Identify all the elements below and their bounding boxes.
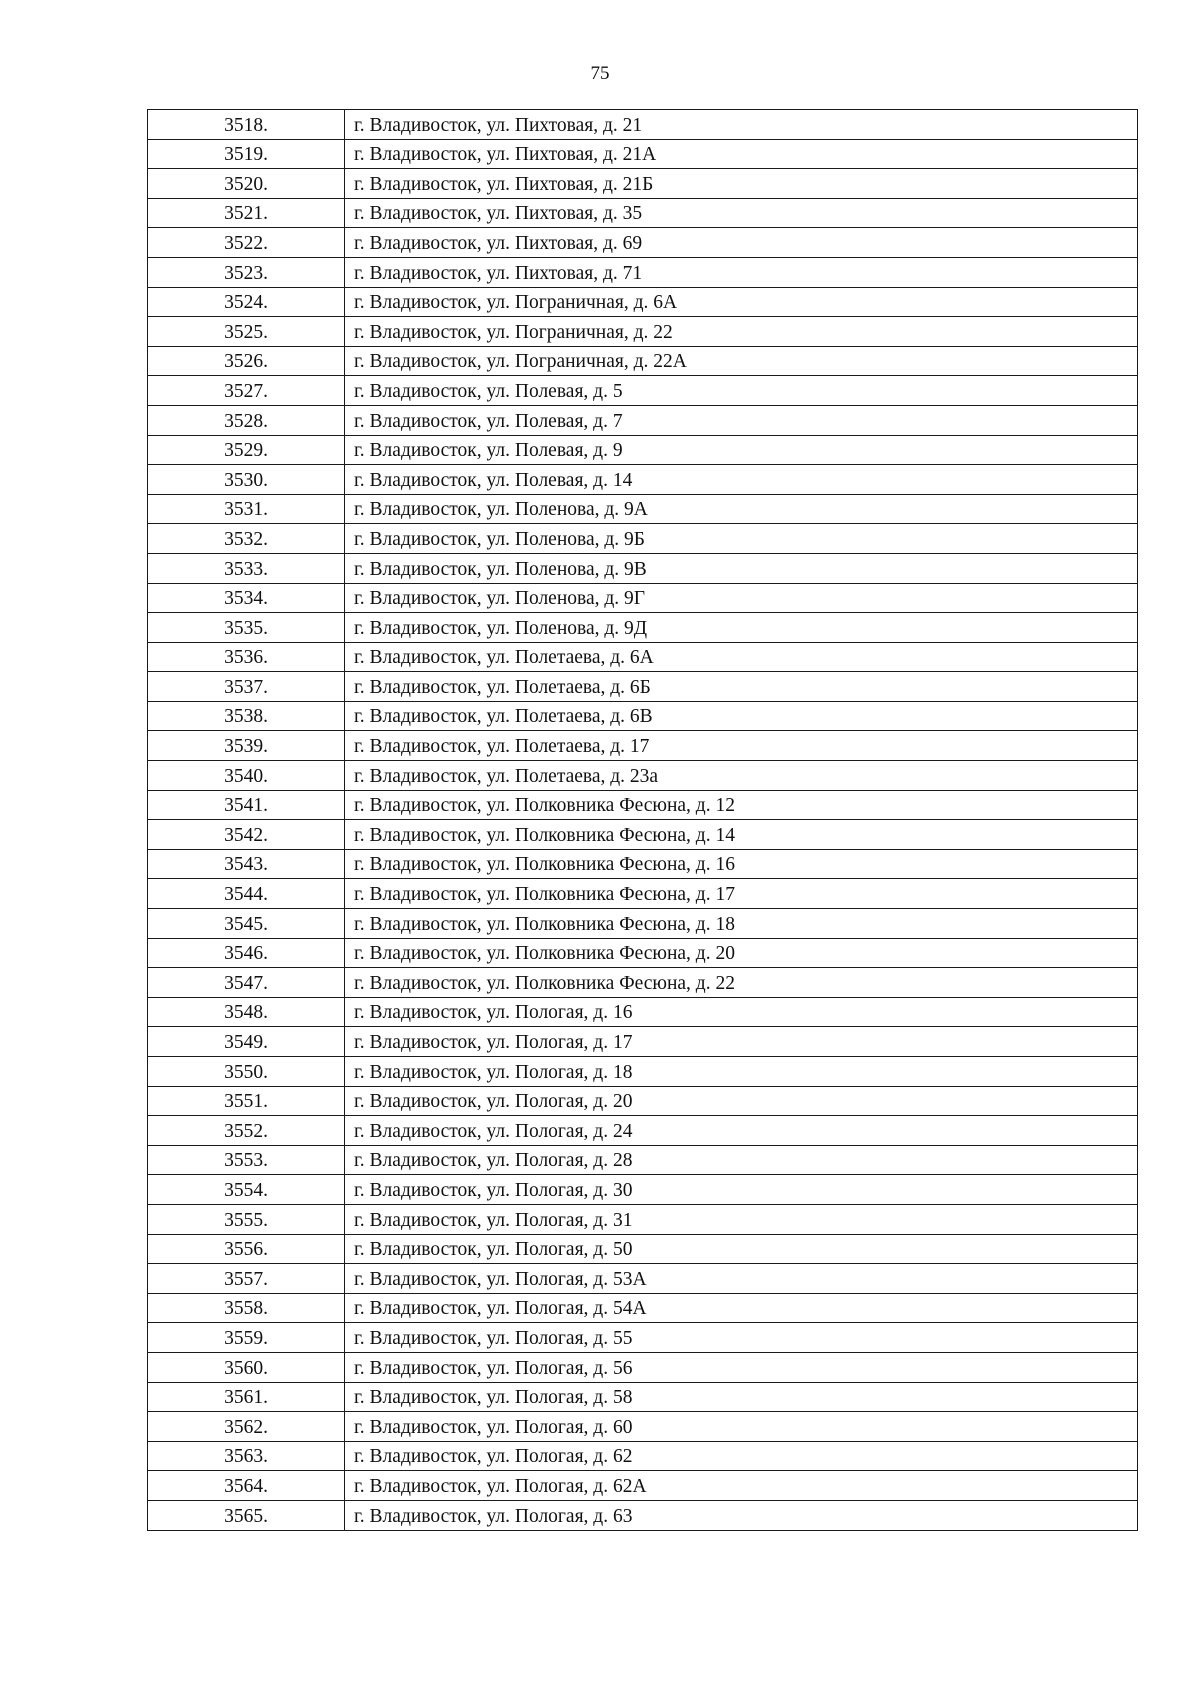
table-row (148, 435, 1138, 465)
row-number-cell: 3543. (148, 849, 345, 879)
address-cell: г. Владивосток, ул. Поленова, д. 9Б (345, 524, 1138, 554)
address-cell: г. Владивосток, ул. Пологая, д. 50 (345, 1234, 1138, 1264)
table-row (148, 1352, 1138, 1382)
table-row (148, 1382, 1138, 1412)
address-cell: г. Владивосток, ул. Полковника Фесюна, д. 12 (345, 790, 1138, 820)
address-cell: г. Владивосток, ул. Поленова, д. 9В (345, 553, 1138, 583)
table-row (148, 790, 1138, 820)
address-cell: г. Владивосток, ул. Полевая, д. 7 (345, 405, 1138, 435)
address-cell: г. Владивосток, ул. Полковника Фесюна, д. 20 (345, 938, 1138, 968)
row-number-cell: 3519. (148, 139, 345, 169)
address-cell: г. Владивосток, ул. Полетаева, д. 6Б (345, 672, 1138, 702)
row-number-cell: 3561. (148, 1382, 345, 1412)
table-row (148, 997, 1138, 1027)
row-number-cell: 3542. (148, 820, 345, 850)
table-row (148, 346, 1138, 376)
table-row (148, 1264, 1138, 1294)
row-number-cell: 3529. (148, 435, 345, 465)
address-cell: г. Владивосток, ул. Полетаева, д. 6А (345, 642, 1138, 672)
table-row (148, 405, 1138, 435)
address-cell: г. Владивосток, ул. Пихтовая, д. 21А (345, 139, 1138, 169)
row-number-cell: 3556. (148, 1234, 345, 1264)
row-number-cell: 3557. (148, 1264, 345, 1294)
row-number-cell: 3522. (148, 228, 345, 258)
table-row (148, 524, 1138, 554)
row-number-cell: 3534. (148, 583, 345, 613)
table-row (148, 938, 1138, 968)
address-table-body (148, 110, 1138, 1531)
address-cell: г. Владивосток, ул. Пихтовая, д. 35 (345, 198, 1138, 228)
table-row (148, 968, 1138, 998)
table-row (148, 1145, 1138, 1175)
table-row (148, 376, 1138, 406)
row-number-cell: 3538. (148, 701, 345, 731)
address-cell: г. Владивосток, ул. Полетаева, д. 6В (345, 701, 1138, 731)
table-row (148, 257, 1138, 287)
row-number-cell: 3535. (148, 613, 345, 643)
row-number-cell: 3558. (148, 1293, 345, 1323)
table-row (148, 553, 1138, 583)
row-number-cell: 3563. (148, 1441, 345, 1471)
address-cell: г. Владивосток, ул. Полковника Фесюна, д. 17 (345, 879, 1138, 909)
table-row (148, 583, 1138, 613)
row-number-cell: 3524. (148, 287, 345, 317)
table-row (148, 701, 1138, 731)
row-number-cell: 3518. (148, 110, 345, 140)
address-cell: г. Владивосток, ул. Полетаева, д. 17 (345, 731, 1138, 761)
row-number-cell: 3536. (148, 642, 345, 672)
address-cell: г. Владивосток, ул. Пологая, д. 62 (345, 1441, 1138, 1471)
address-cell: г. Владивосток, ул. Пологая, д. 53А (345, 1264, 1138, 1294)
address-cell: г. Владивосток, ул. Пихтовая, д. 21 (345, 110, 1138, 140)
table-row (148, 1234, 1138, 1264)
address-cell: г. Владивосток, ул. Пологая, д. 30 (345, 1175, 1138, 1205)
table-row (148, 228, 1138, 258)
row-number-cell: 3554. (148, 1175, 345, 1205)
table-row (148, 1116, 1138, 1146)
table-row (148, 198, 1138, 228)
row-number-cell: 3526. (148, 346, 345, 376)
row-number-cell: 3537. (148, 672, 345, 702)
table-row (148, 849, 1138, 879)
address-cell: г. Владивосток, ул. Пологая, д. 56 (345, 1352, 1138, 1382)
table-row (148, 465, 1138, 495)
row-number-cell: 3544. (148, 879, 345, 909)
table-row (148, 909, 1138, 939)
table-row (148, 731, 1138, 761)
row-number-cell: 3528. (148, 405, 345, 435)
table-row (148, 1412, 1138, 1442)
table-row (148, 1086, 1138, 1116)
row-number-cell: 3552. (148, 1116, 345, 1146)
table-row (148, 139, 1138, 169)
address-cell: г. Владивосток, ул. Пихтовая, д. 71 (345, 257, 1138, 287)
address-cell: г. Владивосток, ул. Пологая, д. 20 (345, 1086, 1138, 1116)
row-number-cell: 3553. (148, 1145, 345, 1175)
row-number-cell: 3559. (148, 1323, 345, 1353)
address-cell: г. Владивосток, ул. Полковника Фесюна, д. 16 (345, 849, 1138, 879)
row-number-cell: 3521. (148, 198, 345, 228)
address-cell: г. Владивосток, ул. Пологая, д. 31 (345, 1204, 1138, 1234)
address-cell: г. Владивосток, ул. Поленова, д. 9Г (345, 583, 1138, 613)
address-cell: г. Владивосток, ул. Пограничная, д. 6А (345, 287, 1138, 317)
row-number-cell: 3547. (148, 968, 345, 998)
address-cell: г. Владивосток, ул. Пологая, д. 17 (345, 1027, 1138, 1057)
row-number-cell: 3565. (148, 1500, 345, 1530)
row-number-cell: 3560. (148, 1352, 345, 1382)
page-number: 75 (590, 63, 610, 84)
address-cell: г. Владивосток, ул. Пологая, д. 16 (345, 997, 1138, 1027)
address-cell: г. Владивосток, ул. Полевая, д. 5 (345, 376, 1138, 406)
row-number-cell: 3550. (148, 1057, 345, 1087)
row-number-cell: 3555. (148, 1204, 345, 1234)
row-number-cell: 3549. (148, 1027, 345, 1057)
address-cell: г. Владивосток, ул. Пологая, д. 58 (345, 1382, 1138, 1412)
table-row (148, 820, 1138, 850)
address-cell: г. Владивосток, ул. Пологая, д. 55 (345, 1323, 1138, 1353)
table-row (148, 1500, 1138, 1530)
address-cell: г. Владивосток, ул. Пограничная, д. 22 (345, 317, 1138, 347)
address-cell: г. Владивосток, ул. Пологая, д. 24 (345, 1116, 1138, 1146)
row-number-cell: 3541. (148, 790, 345, 820)
table-row (148, 879, 1138, 909)
row-number-cell: 3562. (148, 1412, 345, 1442)
row-number-cell: 3539. (148, 731, 345, 761)
address-cell: г. Владивосток, ул. Пологая, д. 63 (345, 1500, 1138, 1530)
address-table (147, 109, 1138, 1531)
address-cell: г. Владивосток, ул. Пограничная, д. 22А (345, 346, 1138, 376)
row-number-cell: 3525. (148, 317, 345, 347)
table-row (148, 494, 1138, 524)
table-row (148, 761, 1138, 791)
row-number-cell: 3532. (148, 524, 345, 554)
table-row (148, 317, 1138, 347)
table-row (148, 1323, 1138, 1353)
table-row (148, 672, 1138, 702)
address-cell: г. Владивосток, ул. Полевая, д. 9 (345, 435, 1138, 465)
address-cell: г. Владивосток, ул. Пологая, д. 54А (345, 1293, 1138, 1323)
table-row (148, 1204, 1138, 1234)
address-cell: г. Владивосток, ул. Пологая, д. 60 (345, 1412, 1138, 1442)
address-cell: г. Владивосток, ул. Полетаева, д. 23а (345, 761, 1138, 791)
table-row (148, 287, 1138, 317)
address-cell: г. Владивосток, ул. Пологая, д. 18 (345, 1057, 1138, 1087)
table-row (148, 613, 1138, 643)
row-number-cell: 3546. (148, 938, 345, 968)
row-number-cell: 3545. (148, 909, 345, 939)
address-cell: г. Владивосток, ул. Полевая, д. 14 (345, 465, 1138, 495)
table-row (148, 110, 1138, 140)
address-cell: г. Владивосток, ул. Пихтовая, д. 69 (345, 228, 1138, 258)
table-row (148, 1175, 1138, 1205)
table-row (148, 1441, 1138, 1471)
row-number-cell: 3531. (148, 494, 345, 524)
table-row (148, 1293, 1138, 1323)
table-row (148, 642, 1138, 672)
table-row (148, 169, 1138, 199)
row-number-cell: 3548. (148, 997, 345, 1027)
address-cell: г. Владивосток, ул. Полковника Фесюна, д. 22 (345, 968, 1138, 998)
address-cell: г. Владивосток, ул. Пихтовая, д. 21Б (345, 169, 1138, 199)
address-cell: г. Владивосток, ул. Поленова, д. 9Д (345, 613, 1138, 643)
address-cell: г. Владивосток, ул. Пологая, д. 28 (345, 1145, 1138, 1175)
table-row (148, 1471, 1138, 1501)
row-number-cell: 3564. (148, 1471, 345, 1501)
row-number-cell: 3540. (148, 761, 345, 791)
row-number-cell: 3530. (148, 465, 345, 495)
row-number-cell: 3533. (148, 553, 345, 583)
table-row (148, 1027, 1138, 1057)
table-row (148, 1057, 1138, 1087)
address-cell: г. Владивосток, ул. Полковника Фесюна, д. 18 (345, 909, 1138, 939)
address-cell: г. Владивосток, ул. Поленова, д. 9А (345, 494, 1138, 524)
address-cell: г. Владивосток, ул. Пологая, д. 62А (345, 1471, 1138, 1501)
row-number-cell: 3527. (148, 376, 345, 406)
row-number-cell: 3551. (148, 1086, 345, 1116)
row-number-cell: 3520. (148, 169, 345, 199)
row-number-cell: 3523. (148, 257, 345, 287)
address-cell: г. Владивосток, ул. Полковника Фесюна, д. 14 (345, 820, 1138, 850)
